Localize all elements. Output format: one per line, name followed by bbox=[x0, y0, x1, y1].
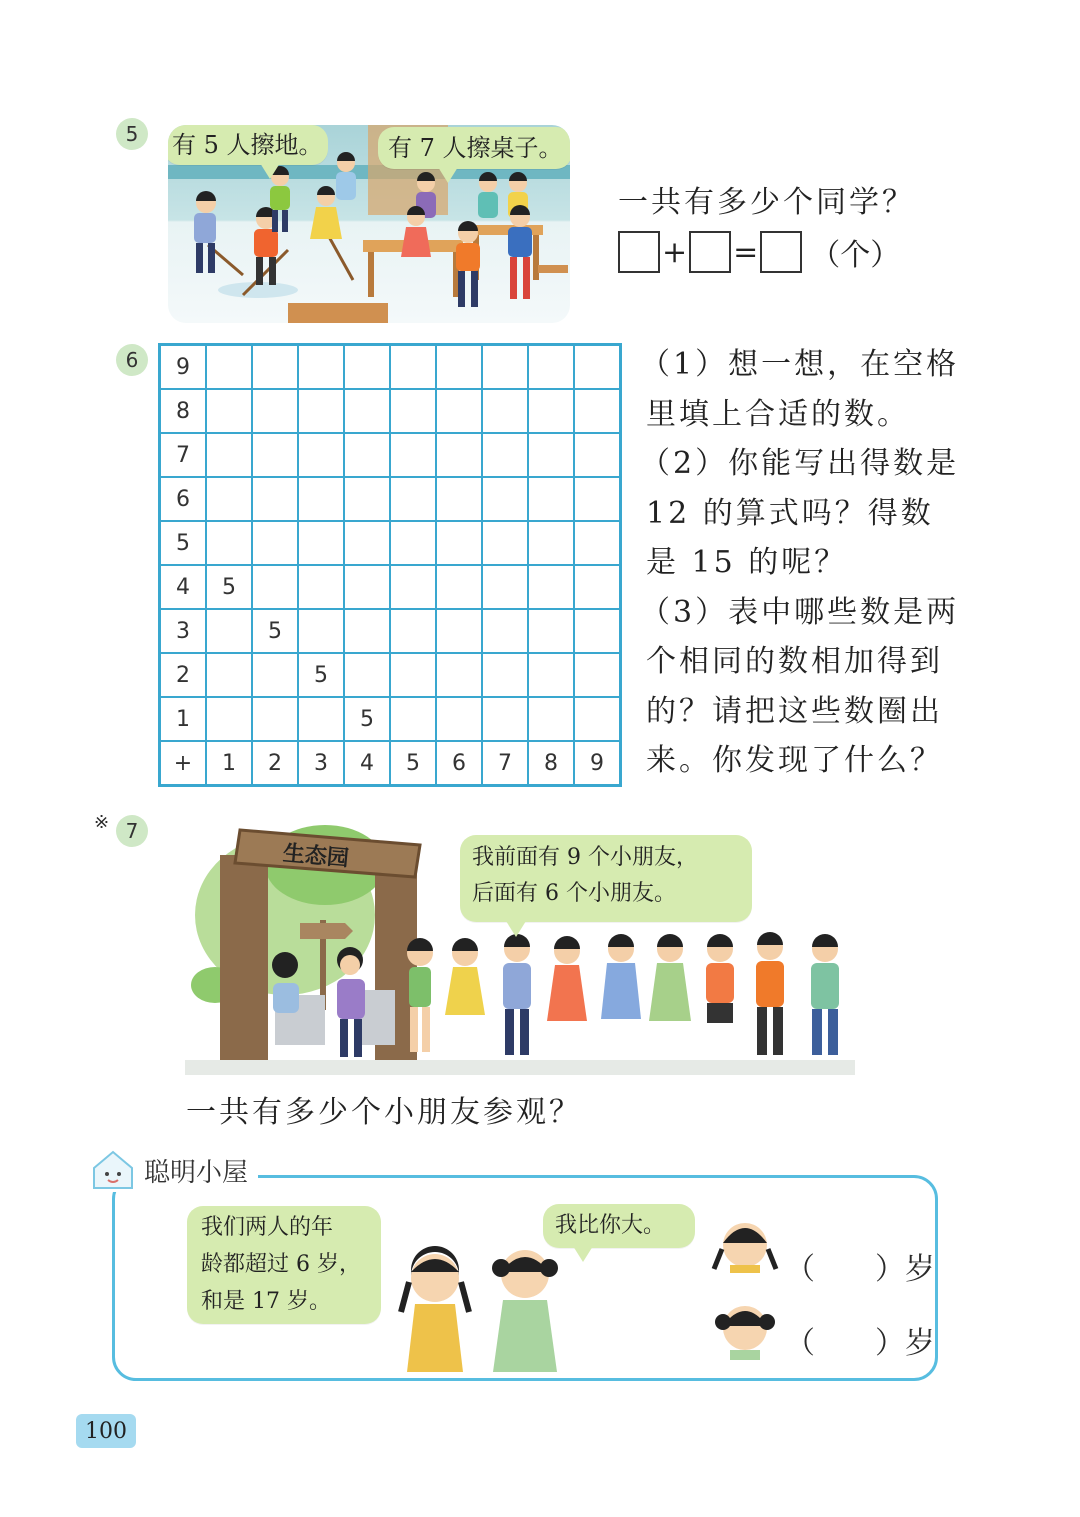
table-blank-cell[interactable] bbox=[390, 697, 436, 741]
table-cell: 7 bbox=[482, 741, 528, 786]
table-blank-cell[interactable] bbox=[528, 609, 574, 653]
older-text: 我比你大。 bbox=[555, 1213, 666, 1238]
age-sum-line-2: 龄都超过 6 岁， bbox=[201, 1252, 361, 1277]
table-blank-cell[interactable] bbox=[528, 565, 574, 609]
table-blank-cell[interactable] bbox=[206, 345, 252, 390]
table-blank-cell[interactable] bbox=[436, 389, 482, 433]
table-cell: 6 bbox=[436, 741, 482, 786]
question-6-line: 个相同的数相加得到 bbox=[646, 644, 943, 679]
table-blank-cell[interactable] bbox=[252, 477, 298, 521]
question-7-badge: 7 bbox=[116, 815, 148, 847]
table-blank-cell[interactable] bbox=[436, 653, 482, 697]
question-5-text: 一共有多少个同学？ bbox=[618, 185, 915, 220]
table-cell: 5 bbox=[160, 521, 207, 565]
table-blank-cell[interactable] bbox=[482, 433, 528, 477]
table-blank-cell[interactable] bbox=[206, 477, 252, 521]
bubble-tail bbox=[438, 167, 458, 183]
table-cell: 8 bbox=[160, 389, 207, 433]
table-cell: 3 bbox=[298, 741, 344, 786]
table-blank-cell[interactable] bbox=[298, 433, 344, 477]
table-blank-cell[interactable] bbox=[298, 521, 344, 565]
optional-mark: ※ bbox=[94, 812, 110, 833]
table-blank-cell[interactable] bbox=[344, 565, 390, 609]
table-blank-cell[interactable] bbox=[574, 345, 621, 390]
table-row bbox=[160, 521, 621, 565]
smart-corner-label: 聪明小屋 bbox=[144, 1157, 249, 1188]
question-6-badge: 6 bbox=[116, 344, 148, 376]
two-girls-illustration bbox=[395, 1238, 595, 1373]
question-6-line: 里填上合适的数。 bbox=[646, 396, 910, 432]
table-blank-cell[interactable] bbox=[344, 521, 390, 565]
table-blank-cell[interactable] bbox=[574, 433, 621, 477]
table-blank-cell[interactable] bbox=[206, 609, 252, 653]
table-blank-cell[interactable] bbox=[344, 345, 390, 390]
table-blank-cell[interactable] bbox=[390, 521, 436, 565]
speech-bubble-tables bbox=[378, 127, 570, 169]
bubble-tail bbox=[506, 921, 526, 937]
question-5-equation bbox=[618, 230, 900, 274]
smart-corner-box bbox=[112, 1175, 938, 1381]
table-cell: 5 bbox=[390, 741, 436, 786]
table-blank-cell[interactable] bbox=[344, 653, 390, 697]
table-row bbox=[160, 697, 621, 741]
table-blank-cell[interactable] bbox=[206, 389, 252, 433]
cleaning-illustration bbox=[168, 125, 570, 323]
speech-bubble-mopping bbox=[168, 125, 328, 165]
child-figures bbox=[272, 932, 839, 1057]
table-blank-cell[interactable] bbox=[482, 565, 528, 609]
table-cell: 3 bbox=[160, 609, 207, 653]
table-blank-cell[interactable] bbox=[390, 653, 436, 697]
younger-girl-face bbox=[710, 1296, 780, 1366]
question-6-line: 12 的算式吗？得数 bbox=[646, 495, 934, 531]
table-blank-cell[interactable] bbox=[528, 477, 574, 521]
table-blank-cell[interactable] bbox=[482, 609, 528, 653]
table-blank-cell[interactable] bbox=[528, 521, 574, 565]
table-row bbox=[160, 345, 621, 390]
answer-box-3[interactable] bbox=[760, 231, 802, 273]
table-blank-cell[interactable] bbox=[482, 653, 528, 697]
table-blank-cell[interactable] bbox=[436, 609, 482, 653]
question-6-line: 的？请把这些数圈出 bbox=[646, 693, 943, 729]
table-blank-cell[interactable] bbox=[298, 609, 344, 653]
table-blank-cell[interactable] bbox=[482, 521, 528, 565]
question-6-line: （1）想一想，在空格 bbox=[640, 347, 960, 382]
table-blank-cell[interactable] bbox=[344, 477, 390, 521]
eco-park-illustration bbox=[185, 825, 855, 1075]
table-row bbox=[160, 477, 621, 521]
speech-text-line-2: 后面有 6 个小朋友。 bbox=[472, 881, 676, 906]
house-icon bbox=[90, 1148, 136, 1192]
eco-park-sign: 生态园 bbox=[281, 841, 350, 872]
speech-bubble-queue bbox=[460, 835, 752, 922]
question-6-text bbox=[640, 340, 959, 786]
table-blank-cell[interactable] bbox=[390, 433, 436, 477]
answer-box-1[interactable] bbox=[618, 231, 660, 273]
table-row bbox=[160, 653, 621, 697]
table-blank-cell[interactable] bbox=[298, 345, 344, 390]
table-blank-cell[interactable] bbox=[528, 345, 574, 390]
table-blank-cell[interactable] bbox=[574, 697, 621, 741]
table-blank-cell[interactable] bbox=[436, 345, 482, 390]
table-blank-cell[interactable] bbox=[206, 653, 252, 697]
table-blank-cell[interactable] bbox=[528, 389, 574, 433]
table-blank-cell[interactable] bbox=[252, 521, 298, 565]
table-cell: 5 bbox=[344, 697, 390, 741]
table-blank-cell[interactable] bbox=[344, 389, 390, 433]
table-blank-cell[interactable] bbox=[206, 433, 252, 477]
table-row bbox=[160, 389, 621, 433]
question-6-line: （3）表中哪些数是两 bbox=[640, 594, 960, 630]
table-blank-cell[interactable] bbox=[482, 477, 528, 521]
table-blank-cell[interactable] bbox=[206, 697, 252, 741]
speech-text-mopping: 有 5 人擦地。 bbox=[172, 131, 323, 159]
table-blank-cell[interactable] bbox=[344, 433, 390, 477]
table-cell: 4 bbox=[344, 741, 390, 786]
table-blank-cell[interactable] bbox=[298, 477, 344, 521]
table-blank-cell[interactable] bbox=[390, 565, 436, 609]
table-cell: 5 bbox=[252, 609, 298, 653]
table-blank-cell[interactable] bbox=[298, 697, 344, 741]
table-cell: 5 bbox=[206, 565, 252, 609]
older-girl-face bbox=[710, 1213, 780, 1273]
question-5-badge: 5 bbox=[116, 118, 148, 150]
table-cell: 1 bbox=[160, 697, 207, 741]
table-cell: 2 bbox=[252, 741, 298, 786]
table-cell: 6 bbox=[160, 477, 207, 521]
question-7-text: 一共有多少个小朋友参观？ bbox=[186, 1095, 582, 1130]
table-blank-cell[interactable] bbox=[574, 521, 621, 565]
table-blank-cell[interactable] bbox=[436, 433, 482, 477]
table-row bbox=[160, 565, 621, 609]
age-sum-line-3: 和是 17 岁。 bbox=[201, 1289, 331, 1314]
table-blank-cell[interactable] bbox=[390, 477, 436, 521]
table-cell: 8 bbox=[528, 741, 574, 786]
table-cell: 7 bbox=[160, 433, 207, 477]
question-6-line: 来。你发现了什么？ bbox=[646, 743, 943, 778]
table-cell: 5 bbox=[298, 653, 344, 697]
table-blank-cell[interactable] bbox=[574, 653, 621, 697]
table-blank-cell[interactable] bbox=[482, 697, 528, 741]
table-blank-cell[interactable] bbox=[574, 389, 621, 433]
question-6-line: 是 15 的呢？ bbox=[646, 545, 848, 580]
table-blank-cell[interactable] bbox=[436, 477, 482, 521]
table-blank-cell[interactable] bbox=[574, 565, 621, 609]
table-row bbox=[160, 741, 621, 786]
addition-table bbox=[158, 343, 622, 787]
table-cell: 1 bbox=[206, 741, 252, 786]
table-cell: 2 bbox=[160, 653, 207, 697]
table-blank-cell[interactable] bbox=[528, 653, 574, 697]
table-blank-cell[interactable] bbox=[252, 345, 298, 390]
table-row bbox=[160, 609, 621, 653]
smart-corner-title bbox=[90, 1148, 258, 1192]
table-cell: 9 bbox=[574, 741, 621, 786]
table-blank-cell[interactable] bbox=[574, 609, 621, 653]
table-cell: 4 bbox=[160, 565, 207, 609]
table-blank-cell[interactable] bbox=[528, 433, 574, 477]
unit-label: （个） bbox=[810, 238, 901, 273]
plus-sign: + bbox=[662, 234, 688, 270]
speech-text-tables: 有 7 人擦桌子。 bbox=[388, 134, 563, 162]
table-blank-cell[interactable] bbox=[390, 609, 436, 653]
table-blank-cell[interactable] bbox=[574, 477, 621, 521]
table-blank-cell[interactable] bbox=[206, 521, 252, 565]
table-blank-cell[interactable] bbox=[436, 697, 482, 741]
table-blank-cell[interactable] bbox=[482, 389, 528, 433]
speech-text-line-1: 我前面有 9 个小朋友， bbox=[472, 845, 698, 870]
speech-bubble-age-sum bbox=[187, 1206, 381, 1324]
page-number: 100 bbox=[76, 1414, 136, 1448]
bubble-tail bbox=[260, 163, 280, 179]
table-blank-cell[interactable] bbox=[298, 565, 344, 609]
age-sum-line-1: 我们两人的年 bbox=[201, 1215, 334, 1240]
table-blank-cell[interactable] bbox=[298, 389, 344, 433]
table-blank-cell[interactable] bbox=[436, 521, 482, 565]
answer-younger-age[interactable]: （ ）岁 bbox=[785, 1326, 935, 1361]
table-blank-cell[interactable] bbox=[252, 653, 298, 697]
answer-box-2[interactable] bbox=[689, 231, 731, 273]
table-blank-cell[interactable] bbox=[252, 389, 298, 433]
table-blank-cell[interactable] bbox=[252, 565, 298, 609]
table-blank-cell[interactable] bbox=[390, 345, 436, 390]
table-blank-cell[interactable] bbox=[436, 565, 482, 609]
equals-sign: = bbox=[733, 234, 759, 270]
table-blank-cell[interactable] bbox=[252, 697, 298, 741]
table-blank-cell[interactable] bbox=[528, 697, 574, 741]
table-blank-cell[interactable] bbox=[390, 389, 436, 433]
question-6-line: （2）你能写出得数是 bbox=[640, 446, 960, 481]
table-row bbox=[160, 433, 621, 477]
table-blank-cell[interactable] bbox=[344, 609, 390, 653]
table-blank-cell[interactable] bbox=[482, 345, 528, 390]
table-blank-cell[interactable] bbox=[252, 433, 298, 477]
table-cell: + bbox=[160, 741, 207, 786]
answer-older-age[interactable]: （ ）岁 bbox=[785, 1252, 935, 1287]
table-cell: 9 bbox=[160, 345, 207, 390]
